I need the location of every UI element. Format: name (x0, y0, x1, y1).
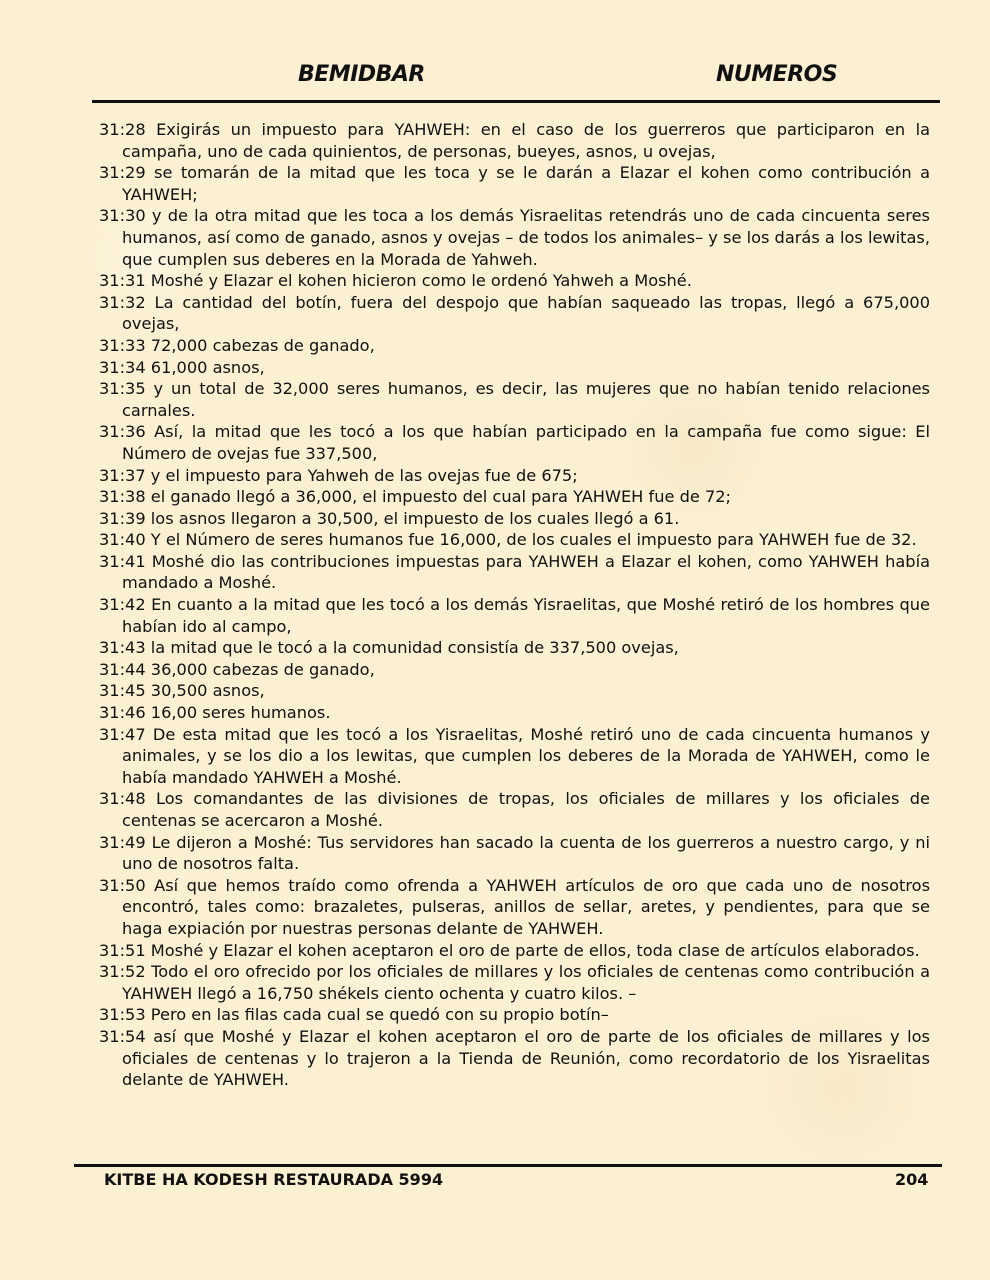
header-divider (92, 100, 940, 103)
book-title-hebrew: BEMIDBAR (298, 62, 425, 87)
verse-31-43: 31:43 la mitad que le tocó a la comunidad consistía de 337,500 ovejas, (99, 638, 679, 658)
verse-31-46: 31:46 16,00 seres humanos. (99, 703, 331, 723)
verse-31-48: 31:48 Los comandantes de las divisiones de tropas, los oficiales de millares y los oficiales de centenas se acercaron a Moshé. (99, 789, 930, 830)
verse-31-29: 31:29 se tomarán de la mitad que les toca y se le darán a Elazar el kohen como contribución a YAHWEH; (99, 163, 930, 204)
verse-31-42: 31:42 En cuanto a la mitad que les tocó a los demás Yisraelitas, que Moshé retiró de los hombres que habían ido al campo, (99, 595, 930, 636)
footer-title: KITBE HA KODESH RESTAURADA 5994 (104, 1170, 444, 1189)
verse-31-50: 31:50 Así que hemos traído como ofrenda a YAHWEH artículos de oro que cada uno de nosotros encontró, tales como: brazaletes, pulseras, anillos de sellar, aretes, y pendientes, para que se haga expiación por nuestras personas delante de YAHWEH. (99, 875, 930, 938)
verse-31-37: 31:37 y el impuesto para Yahweh de las ovejas fue de 675; (99, 465, 578, 485)
verse-31-30: 31:30 y de la otra mitad que les toca a los demás Yisraelitas retendrás uno de cada cincuenta seres humanos, así como de ganado, asnos y ovejas – de todos los animales– y se los darás a los lewitas, que cumplen sus deberes en la Morada de Yahweh. (99, 206, 930, 269)
verse-31-38: 31:38 el ganado llegó a 36,000, el impuesto del cual para YAHWEH fue de 72; (99, 487, 731, 507)
verse-31-52: 31:52 Todo el oro ofrecido por los oficiales de millares y los oficiales de centenas como contribución a YAHWEH llegó a 16,750 shékels ciento ochenta y cuatro kilos. – (99, 962, 930, 1003)
verse-31-35: 31:35 y un total de 32,000 seres humanos, es decir, las mujeres que no habían tenido relaciones carnales. (99, 379, 930, 420)
verse-31-34: 31:34 61,000 asnos, (99, 357, 265, 377)
verse-31-28: 31:28 Exigirás un impuesto para YAHWEH: en el caso de los guerreros que participaron en la campaña, uno de cada quinientos, de personas, bueyes, asnos, u ovejas, (99, 120, 930, 161)
verse-31-40: 31:40 Y el Número de seres humanos fue 16,000, de los cuales el impuesto para YAHWEH fue de 32. (99, 530, 917, 550)
verse-31-41: 31:41 Moshé dio las contribuciones impuestas para YAHWEH a Elazar el kohen, como YAHWEH había mandado a Moshé. (99, 551, 930, 593)
verse-31-39: 31:39 los asnos llegaron a 30,500, el impuesto de los cuales llegó a 61. (99, 508, 680, 528)
verse-31-31: 31:31 Moshé y Elazar el kohen hicieron como le ordenó Yahweh a Moshé. (99, 271, 692, 291)
verse-31-54: 31:54 así que Moshé y Elazar el kohen aceptaron el oro de parte de los oficiales de millares y los oficiales de centenas y lo trajeron a la Tienda de Reunión, como recordatorio de los Yisraelitas delante de YAHWEH. (99, 1026, 930, 1090)
verse-31-47: 31:47 De esta mitad que les tocó a los Yisraelitas, Moshé retiró uno de cada cincuenta humanos y animales, y se los dio a los lewitas, que cumplen los deberes de la Morada de YAHWEH, como le había mandado YAHWEH a Moshé. (99, 724, 930, 787)
page-header (92, 62, 940, 98)
verse-list (99, 119, 930, 1091)
verse-31-49: 31:49 Le dijeron a Moshé: Tus servidores han sacado la cuenta de los guerreros a nuestro cargo, y ni uno de nosotros falta. (99, 832, 930, 874)
footer-divider (74, 1164, 942, 1167)
verse-31-45: 31:45 30,500 asnos, (99, 681, 265, 701)
verse-31-53: 31:53 Pero en las filas cada cual se quedó con su propio botín– (99, 1005, 609, 1025)
book-title-spanish: NUMEROS (716, 62, 838, 87)
verse-31-44: 31:44 36,000 cabezas de ganado, (99, 659, 375, 679)
verse-31-36: 31:36 Así, la mitad que les tocó a los que habían participado en la campaña fue como sigue: El Número de ovejas fue 337,500, (99, 422, 930, 463)
page-number: 204 (895, 1170, 929, 1189)
verse-31-32: 31:32 La cantidad del botín, fuera del despojo que habían saqueado las tropas, llegó a 675,000 ovejas, (99, 292, 930, 334)
verse-31-33: 31:33 72,000 cabezas de ganado, (99, 335, 375, 355)
verse-31-51: 31:51 Moshé y Elazar el kohen aceptaron el oro de parte de ellos, toda clase de artículos elaborados. (99, 940, 920, 960)
